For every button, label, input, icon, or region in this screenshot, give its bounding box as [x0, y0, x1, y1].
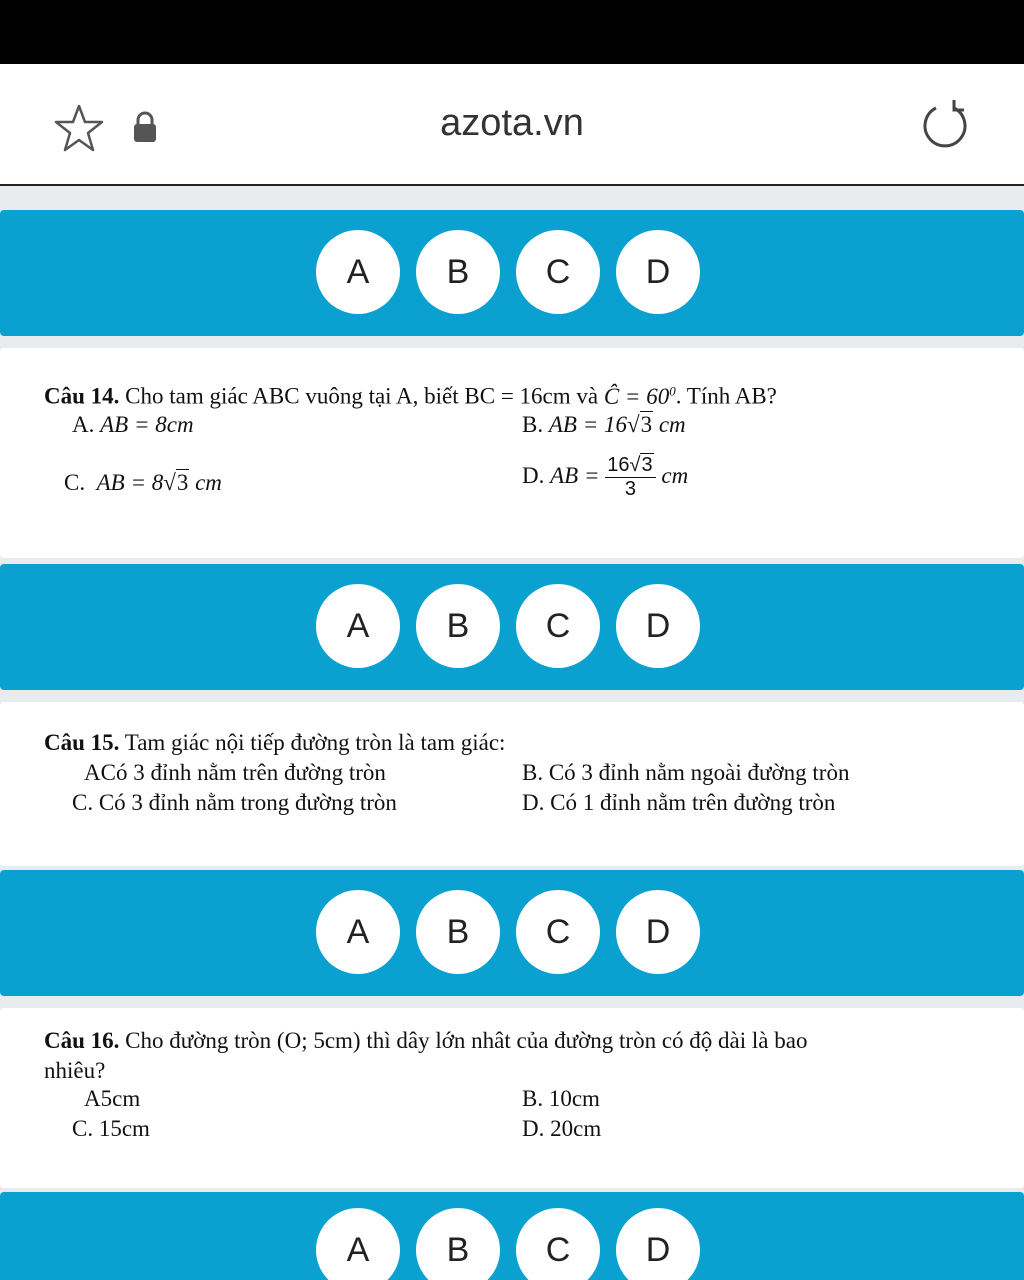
address-bar-divider	[0, 184, 1024, 186]
choice-d-button[interactable]: D	[616, 1208, 700, 1280]
choice-d-button[interactable]: D	[616, 230, 700, 314]
question-15-option-c: C. Có 3 đỉnh nằm trong đường tròn	[72, 790, 397, 815]
question-14-option-d: D. AB = $\frac{16√3}{3}$ cm	[522, 454, 689, 500]
choice-b-button[interactable]: B	[416, 890, 500, 974]
choice-c-button[interactable]: C	[516, 890, 600, 974]
question-16-text: Câu 16. Cho đường tròn (O; 5cm) thì dây lớn nhât của đường tròn có độ dài là bao nhiêu?	[44, 1028, 808, 1083]
question-14-text: Câu 14. Cho tam giác ABC vuông tại A, biết BC = 16cm và Ĉ = $60^0$. Tính AB?	[44, 383, 777, 409]
browser-address-bar	[0, 64, 1024, 184]
question-15-option-d: D. Có 1 đỉnh nằm trên đường tròn	[522, 790, 836, 815]
question-16-option-d: D. 20cm	[522, 1116, 602, 1141]
choice-c-button[interactable]: C	[516, 230, 600, 314]
answer-bar-15	[0, 870, 1024, 996]
question-14-option-a: A. AB = 8cm	[72, 412, 194, 437]
choice-d-button[interactable]: D	[616, 890, 700, 974]
question-16	[0, 1008, 1024, 1188]
question-14	[0, 348, 1024, 558]
choice-a-button[interactable]: A	[316, 584, 400, 668]
choice-b-button[interactable]: B	[416, 584, 500, 668]
question-15-option-a: ACó 3 đỉnh nằm trên đường tròn	[84, 760, 386, 785]
url-text[interactable]: azota.vn	[440, 102, 584, 144]
answer-bar-16	[0, 1192, 1024, 1280]
choice-c-button[interactable]: C	[516, 1208, 600, 1280]
question-14-option-c: C. AB = 8√3 cm	[64, 470, 222, 495]
choice-b-button[interactable]: B	[416, 230, 500, 314]
choice-d-button[interactable]: D	[616, 584, 700, 668]
status-bar	[0, 0, 1024, 64]
answer-bar-14	[0, 564, 1024, 690]
question-15-text: Câu 15. Tam giác nội tiếp đường tròn là tam giác:	[44, 730, 506, 755]
question-16-option-b: B. 10cm	[522, 1086, 600, 1111]
choice-b-button[interactable]: B	[416, 1208, 500, 1280]
question-14-option-b: B. AB = 16√3 cm	[522, 412, 686, 437]
choice-c-button[interactable]: C	[516, 584, 600, 668]
choice-a-button[interactable]: A	[316, 1208, 400, 1280]
question-16-option-a: A5cm	[84, 1086, 141, 1111]
question-15	[0, 702, 1024, 866]
answer-bar-13	[0, 210, 1024, 336]
choice-a-button[interactable]: A	[316, 230, 400, 314]
reload-icon[interactable]	[916, 98, 974, 156]
choice-a-button[interactable]: A	[316, 890, 400, 974]
question-15-option-b: B. Có 3 đỉnh nằm ngoài đường tròn	[522, 760, 850, 785]
question-16-option-c: C. 15cm	[72, 1116, 150, 1141]
